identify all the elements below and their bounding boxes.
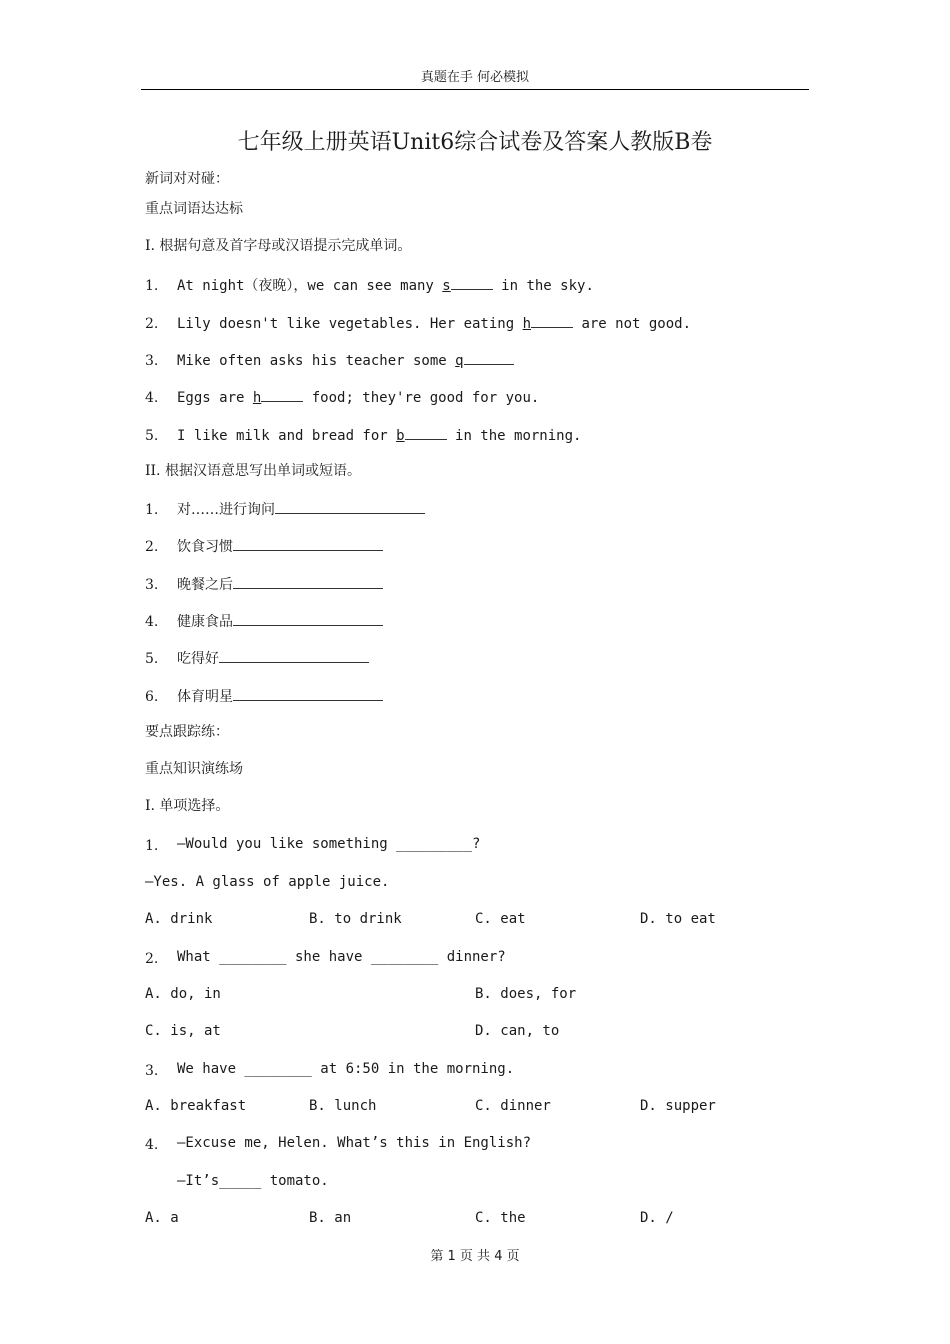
- p3-q3-option-b[interactable]: B. lunch: [309, 1098, 377, 1114]
- p3-q3-option-a[interactable]: A. breakfast: [145, 1098, 247, 1114]
- page-header: 真题在手 何必模拟: [420, 70, 530, 85]
- p3-q4-option-c[interactable]: C. the: [475, 1210, 526, 1226]
- p1-q4-number: 4.: [145, 390, 159, 406]
- part2-heading: II. 根据汉语意思写出单词或短语。: [145, 463, 361, 479]
- p1-q4-text: Eggs are h food; they're good for you.: [177, 387, 539, 407]
- p2-q3-number: 3.: [145, 577, 159, 593]
- p2-q2-number: 2.: [145, 539, 159, 555]
- section-drill: 重点知识演练场: [145, 761, 243, 777]
- p3-q1-option-d[interactable]: D. to eat: [640, 911, 716, 927]
- p3-q2-stem: What ________ she have ________ dinner?: [177, 949, 506, 965]
- answer-blank[interactable]: [531, 313, 573, 328]
- p1-q2-number: 2.: [145, 316, 159, 332]
- p2-q2-text: 饮食习惯: [177, 536, 383, 556]
- p1-q3-text: Mike often asks his teacher some q: [177, 350, 514, 370]
- p1-q1-text: At night（夜晚），we can see many s in the sky.: [177, 275, 594, 295]
- answer-blank[interactable]: [451, 275, 493, 290]
- page-footer: 第 1 页 共 4 页: [430, 1249, 520, 1264]
- p2-q4-number: 4.: [145, 614, 159, 630]
- answer-blank[interactable]: [233, 536, 383, 551]
- part1-heading: I. 根据句意及首字母或汉语提示完成单词。: [145, 238, 412, 254]
- page-title: 七年级上册英语Unit6综合试卷及答案人教版B卷: [237, 130, 713, 155]
- part3-heading: I. 单项选择。: [145, 798, 230, 814]
- p1-q3-number: 3.: [145, 353, 159, 369]
- answer-blank[interactable]: [405, 425, 447, 440]
- p3-q2-option-b[interactable]: B. does, for: [475, 986, 577, 1002]
- p3-q4-number: 4.: [145, 1137, 159, 1153]
- answer-blank[interactable]: [464, 350, 514, 365]
- p3-q4-option-b[interactable]: B. an: [309, 1210, 352, 1226]
- p3-q3-option-d[interactable]: D. supper: [640, 1098, 716, 1114]
- p1-q2-text: Lily doesn't like vegetables. Her eating h are not good.: [177, 313, 691, 333]
- answer-blank[interactable]: [233, 686, 383, 701]
- p3-q2-number: 2.: [145, 951, 159, 967]
- p3-q2-option-a[interactable]: A. do, in: [145, 986, 221, 1002]
- p3-q3-number: 3.: [145, 1063, 159, 1079]
- p2-q4-text: 健康食品: [177, 611, 383, 631]
- p3-q4-reply: —It’s_____ tomato.: [177, 1173, 329, 1189]
- p3-q4-option-a[interactable]: A. a: [145, 1210, 179, 1226]
- section-key-words: 重点词语达达标: [145, 201, 243, 217]
- p2-q5-number: 5.: [145, 651, 159, 667]
- p3-q3-stem: We have ________ at 6:50 in the morning.: [177, 1061, 515, 1077]
- p3-q2-option-c[interactable]: C. is, at: [145, 1023, 221, 1039]
- header-rule: [141, 89, 809, 90]
- answer-blank[interactable]: [233, 611, 383, 626]
- p1-q5-text: I like milk and bread for b in the morning.: [177, 425, 581, 445]
- answer-blank[interactable]: [219, 648, 369, 663]
- p3-q1-stem: —Would you like something _________?: [177, 836, 481, 852]
- p3-q4-stem: —Excuse me, Helen. What’s this in English?: [177, 1135, 532, 1151]
- p3-q3-option-c[interactable]: C. dinner: [475, 1098, 551, 1114]
- section-new-words: 新词对对碰：: [145, 171, 229, 187]
- answer-blank[interactable]: [261, 387, 303, 402]
- p3-q1-option-b[interactable]: B. to drink: [309, 911, 402, 927]
- answer-blank[interactable]: [275, 499, 425, 514]
- p1-q5-number: 5.: [145, 428, 159, 444]
- p3-q1-option-a[interactable]: A. drink: [145, 911, 213, 927]
- p2-q6-number: 6.: [145, 689, 159, 705]
- answer-blank[interactable]: [233, 574, 383, 589]
- p2-q3-text: 晚餐之后: [177, 574, 383, 594]
- p3-q1-reply: —Yes. A glass of apple juice.: [145, 874, 390, 890]
- p1-q1-number: 1.: [145, 278, 159, 294]
- p3-q4-option-d[interactable]: D. /: [640, 1210, 674, 1226]
- p3-q2-option-d[interactable]: D. can, to: [475, 1023, 560, 1039]
- p2-q1-number: 1.: [145, 502, 159, 518]
- section-follow: 要点跟踪练：: [145, 724, 229, 740]
- p2-q5-text: 吃得好: [177, 648, 369, 668]
- p3-q1-option-c[interactable]: C. eat: [475, 911, 526, 927]
- p2-q1-text: 对……进行询问: [177, 499, 425, 519]
- p2-q6-text: 体育明星: [177, 686, 383, 706]
- p3-q1-number: 1.: [145, 838, 159, 854]
